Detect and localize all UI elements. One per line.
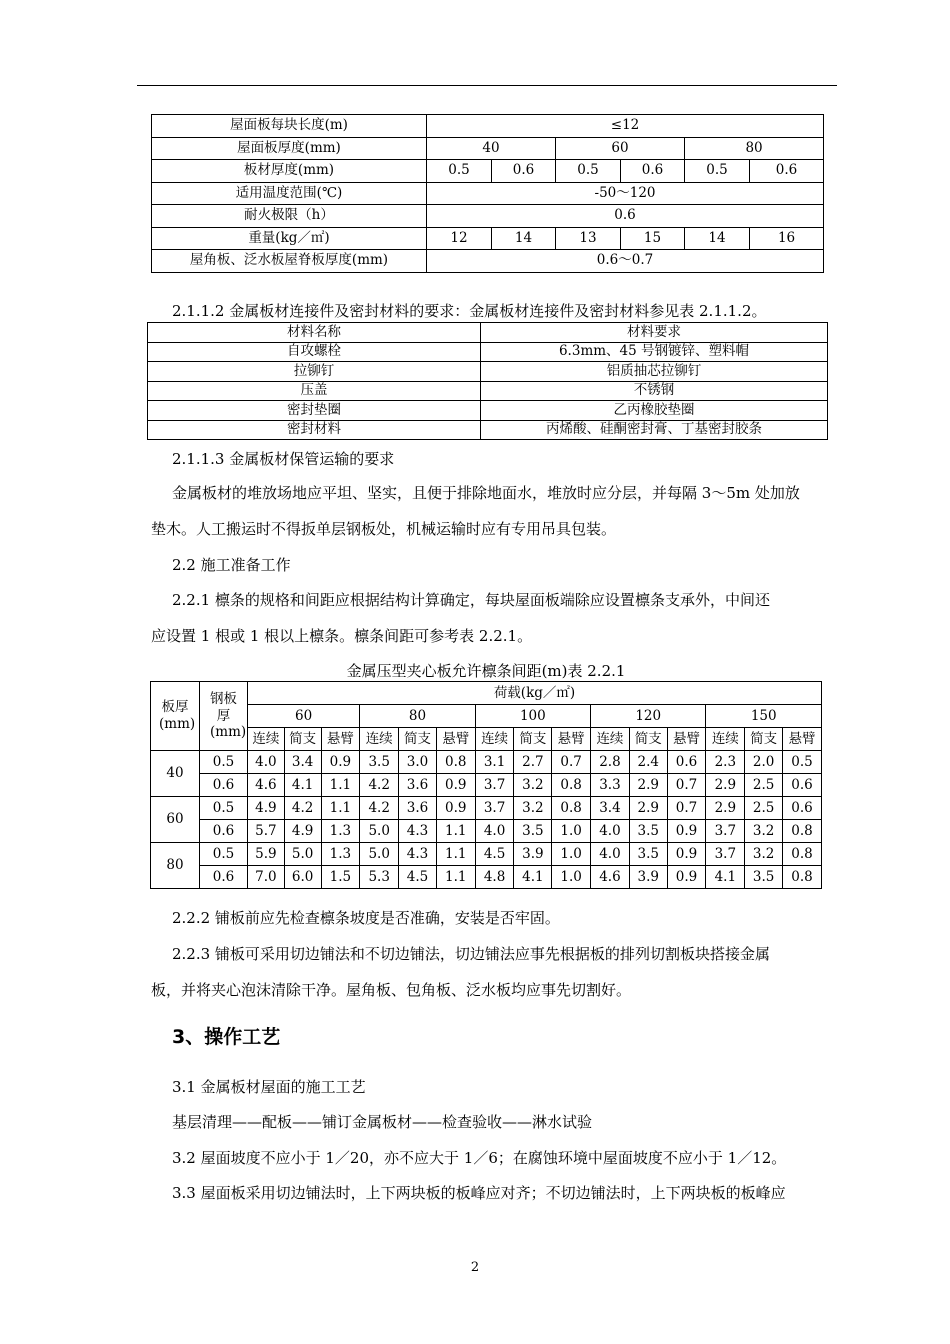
table-cell: 3.7	[706, 820, 745, 843]
table-cell: 铝质抽芯拉铆钉	[481, 362, 828, 382]
table-cell: 3.2	[745, 820, 783, 843]
table-cell: 4.3	[399, 843, 437, 866]
purlin-spacing-table	[150, 681, 822, 889]
table-cell: 3.9	[514, 843, 552, 866]
table-cell: 屋面板每块长度(m)	[152, 115, 427, 138]
table-cell: 5.0	[360, 820, 399, 843]
board-thickness-cell: 60	[151, 797, 200, 843]
table-cell: 4.5	[475, 843, 514, 866]
table-cell: 3.7	[475, 797, 514, 820]
support-type-header: 悬臂	[552, 728, 591, 751]
table-row	[152, 250, 824, 273]
table-row	[152, 205, 824, 228]
table-row	[148, 362, 828, 382]
table-row	[148, 420, 828, 440]
table-cell: 4.8	[475, 866, 514, 889]
table-cell: 4.6	[248, 774, 285, 797]
table-cell: 4.1	[284, 774, 321, 797]
header-rule	[137, 85, 837, 86]
table-cell: 压盖	[148, 381, 481, 401]
table-cell: 14	[685, 227, 750, 250]
table-cell: 3.9	[629, 866, 667, 889]
table-cell: 0.8	[436, 751, 475, 774]
table-cell: 2.9	[629, 797, 667, 820]
table-cell: 0.6	[200, 820, 248, 843]
table-row	[151, 843, 822, 866]
table-cell: 屋面板厚度(mm)	[152, 137, 427, 160]
support-type-header: 连续	[591, 728, 630, 751]
table-cell: 0.5	[200, 797, 248, 820]
table-cell: 1.1	[321, 774, 360, 797]
table-cell: 0.5	[556, 160, 621, 183]
load-value-header: 80	[360, 705, 475, 728]
table-cell: 0.6～0.7	[427, 250, 824, 273]
table-cell: 0.6	[783, 797, 822, 820]
table-header-row	[151, 682, 822, 705]
table-cell: 板材厚度(mm)	[152, 160, 427, 183]
table-cell: 4.0	[248, 751, 285, 774]
table-header-row	[148, 323, 828, 343]
support-type-header: 简支	[284, 728, 321, 751]
paragraph-221-line1: 2.2.1 檩条的规格和间距应根据结构计算确定，每块屋面板端除应设置檩条支承外，中间还	[172, 591, 770, 609]
table-cell: 4.1	[706, 866, 745, 889]
table-cell: 2.9	[706, 797, 745, 820]
table-row	[151, 866, 822, 889]
table-cell: 3.2	[514, 797, 552, 820]
table-cell: 4.0	[475, 820, 514, 843]
table-cell: 0.7	[667, 797, 706, 820]
support-type-header: 简支	[399, 728, 437, 751]
table-cell: 0.6	[621, 160, 685, 183]
board-thickness-header: 板厚(mm)	[151, 682, 200, 751]
table-cell: 3.2	[514, 774, 552, 797]
section-heading: 3、操作工艺	[172, 1026, 281, 1048]
table-cell: 7.0	[248, 866, 285, 889]
table-cell: 乙丙橡胶垫圈	[481, 401, 828, 421]
table-cell: 3.5	[629, 820, 667, 843]
table-cell: 0.8	[783, 843, 822, 866]
paragraph-32: 3.2 屋面坡度不应小于 1／20，亦不应大于 1／6；在腐蚀环境中屋面坡度不应小于 1／12。	[172, 1149, 787, 1167]
table-cell: 0.9	[436, 774, 475, 797]
table-cell: 3.5	[360, 751, 399, 774]
table-cell: 5.0	[284, 843, 321, 866]
table-cell: 4.1	[514, 866, 552, 889]
load-value-header: 120	[591, 705, 706, 728]
table-cell: 4.2	[360, 797, 399, 820]
table-cell: 0.6	[750, 160, 824, 183]
table-cell: 0.8	[783, 820, 822, 843]
table-cell: 0.6	[427, 205, 824, 228]
table-cell: 0.8	[552, 774, 591, 797]
table-cell: 2.7	[514, 751, 552, 774]
table-cell: 0.9	[321, 751, 360, 774]
table-row	[151, 751, 822, 774]
table-cell: 0.9	[667, 866, 706, 889]
paragraph-33: 3.3 屋面板采用切边铺法时，上下两块板的板峰应对齐；不切边铺法时，上下两块板的板峰应	[172, 1184, 786, 1202]
table-cell: 3.5	[745, 866, 783, 889]
page-number: 2	[470, 1260, 480, 1275]
table-cell: 自攻螺栓	[148, 342, 481, 362]
table-cell: 0.7	[552, 751, 591, 774]
table-cell: 2.4	[629, 751, 667, 774]
paragraph-223-line2: 板，并将夹心泡沫清除干净。屋角板、包角板、泛水板均应事先切割好。	[151, 981, 632, 999]
table-cell: 2.8	[591, 751, 630, 774]
load-value-header: 100	[475, 705, 590, 728]
table-cell: 13	[556, 227, 621, 250]
table-cell: 3.4	[284, 751, 321, 774]
table-cell: 0.8	[783, 866, 822, 889]
paragraph-22: 2.2 施工准备工作	[172, 556, 291, 574]
table-cell: 3.1	[475, 751, 514, 774]
table-row	[152, 227, 824, 250]
table-caption: 金属压型夹心板允许檩条间距(m)表 2.2.1	[346, 662, 626, 680]
table-cell: 0.6	[200, 774, 248, 797]
paragraph-process-flow: 基层清理——配板——铺订金属板材——检查验收——淋水试验	[172, 1113, 593, 1131]
support-type-header: 连续	[706, 728, 745, 751]
table-cell: 4.5	[399, 866, 437, 889]
support-type-header: 悬臂	[783, 728, 822, 751]
table-row	[152, 137, 824, 160]
table-cell: 1.0	[552, 866, 591, 889]
board-thickness-cell: 40	[151, 751, 200, 797]
table-row	[148, 381, 828, 401]
table-cell: 3.6	[399, 797, 437, 820]
table-cell: 3.4	[591, 797, 630, 820]
table-row	[151, 797, 822, 820]
support-type-header: 简支	[514, 728, 552, 751]
table-cell: 1.5	[321, 866, 360, 889]
table-cell: 4.0	[591, 820, 630, 843]
table-cell: 0.6	[783, 774, 822, 797]
table-cell: 4.6	[591, 866, 630, 889]
table-cell: 60	[556, 137, 685, 160]
load-value-header: 150	[706, 705, 822, 728]
support-type-header: 悬臂	[667, 728, 706, 751]
table-cell: 1.1	[436, 820, 475, 843]
support-type-header: 悬臂	[321, 728, 360, 751]
table-cell: 0.5	[783, 751, 822, 774]
table-cell: 2.5	[745, 797, 783, 820]
table-cell: 1.1	[436, 843, 475, 866]
paragraph-223-line1: 2.2.3 铺板可采用切边铺法和不切边铺法，切边铺法应事先根据板的排列切割板块搭接金属	[172, 945, 770, 963]
table-cell: 4.2	[360, 774, 399, 797]
table-row	[151, 820, 822, 843]
table-cell: 重量(kg／㎡)	[152, 227, 427, 250]
table-cell: 不锈钢	[481, 381, 828, 401]
connector-material-table	[147, 322, 828, 440]
table-cell: -50～120	[427, 182, 824, 205]
table-header-cell: 材料名称	[148, 323, 481, 343]
table-header-row	[151, 728, 822, 751]
paragraph-2112: 2.1.1.2 金属板材连接件及密封材料的要求：金属板材连接件及密封材料参见表 2.1.1.2。	[172, 302, 767, 320]
paragraph-31: 3.1 金属板材屋面的施工工艺	[172, 1078, 366, 1096]
table-cell: 1.0	[552, 843, 591, 866]
table-cell: 丙烯酸、硅酮密封膏、丁基密封胶条	[481, 420, 828, 440]
table-cell: 密封垫圈	[148, 401, 481, 421]
table-cell: 3.5	[629, 843, 667, 866]
table-cell: 0.5	[427, 160, 492, 183]
steel-thickness-header: 钢板厚(mm)	[200, 682, 248, 751]
paragraph-222: 2.2.2 铺板前应先检查檩条坡度是否准确，安装是否牢固。	[172, 909, 560, 927]
table-cell: 4.2	[284, 797, 321, 820]
table-row	[148, 401, 828, 421]
paragraph-storage-line2: 垫木。人工搬运时不得扳单层钢板处，机械运输时应有专用吊具包装。	[151, 520, 617, 538]
table-cell: 屋角板、泛水板屋脊板厚度(mm)	[152, 250, 427, 273]
table-cell: 40	[427, 137, 556, 160]
table-cell: 2.5	[745, 774, 783, 797]
table-cell: 5.3	[360, 866, 399, 889]
table-cell: 15	[621, 227, 685, 250]
table-cell: 4.0	[591, 843, 630, 866]
table-cell: 12	[427, 227, 492, 250]
table-cell: 0.6	[200, 866, 248, 889]
table-cell: 3.6	[399, 774, 437, 797]
board-thickness-cell: 80	[151, 843, 200, 889]
support-type-header: 悬臂	[436, 728, 475, 751]
table-cell: 1.3	[321, 820, 360, 843]
table-cell: 0.9	[667, 820, 706, 843]
table-header-cell: 材料要求	[481, 323, 828, 343]
table-row	[152, 160, 824, 183]
load-value-header: 60	[248, 705, 360, 728]
table-cell: 4.9	[284, 820, 321, 843]
table-row	[152, 182, 824, 205]
table-cell: 2.9	[706, 774, 745, 797]
table-header-row	[151, 705, 822, 728]
table-cell: 拉铆钉	[148, 362, 481, 382]
table-cell: 3.0	[399, 751, 437, 774]
table-cell: 5.0	[360, 843, 399, 866]
table-cell: 0.5	[200, 843, 248, 866]
support-type-header: 简支	[745, 728, 783, 751]
table-cell: 5.9	[248, 843, 285, 866]
table-cell: 0.6	[492, 160, 556, 183]
panel-spec-table	[151, 114, 824, 273]
table-cell: 6.3mm、45 号钢镀锌、塑料帽	[481, 342, 828, 362]
table-cell: 3.5	[514, 820, 552, 843]
load-header: 荷载(kg／㎡)	[248, 682, 822, 705]
table-cell: ≤12	[427, 115, 824, 138]
support-type-header: 简支	[629, 728, 667, 751]
table-cell: 0.6	[667, 751, 706, 774]
table-cell: 0.8	[552, 797, 591, 820]
table-cell: 0.9	[436, 797, 475, 820]
table-cell: 密封材料	[148, 420, 481, 440]
table-cell: 2.9	[629, 774, 667, 797]
table-cell: 2.0	[745, 751, 783, 774]
paragraph-storage-line1: 金属板材的堆放场地应平坦、坚实，且便于排除地面水，堆放时应分层，并每隔 3～5m 处加放	[172, 484, 800, 502]
table-row	[151, 774, 822, 797]
table-cell: 16	[750, 227, 824, 250]
support-type-header: 连续	[475, 728, 514, 751]
table-row	[148, 342, 828, 362]
table-cell: 2.3	[706, 751, 745, 774]
table-cell: 耐火极限（h）	[152, 205, 427, 228]
support-type-header: 连续	[248, 728, 285, 751]
table-cell: 适用温度范围(℃)	[152, 182, 427, 205]
table-cell: 14	[492, 227, 556, 250]
table-cell: 1.1	[436, 866, 475, 889]
table-cell: 5.7	[248, 820, 285, 843]
table-cell: 0.5	[685, 160, 750, 183]
table-cell: 3.2	[745, 843, 783, 866]
support-type-header: 连续	[360, 728, 399, 751]
paragraph-221-line2: 应设置 1 根或 1 根以上檩条。檩条间距可参考表 2.2.1。	[151, 627, 533, 645]
table-cell: 0.9	[667, 843, 706, 866]
table-cell: 1.3	[321, 843, 360, 866]
table-cell: 4.9	[248, 797, 285, 820]
table-cell: 3.7	[706, 843, 745, 866]
table-cell: 1.1	[321, 797, 360, 820]
table-cell: 0.7	[667, 774, 706, 797]
table-cell: 4.3	[399, 820, 437, 843]
table-cell: 3.3	[591, 774, 630, 797]
table-cell: 1.0	[552, 820, 591, 843]
table-cell: 0.5	[200, 751, 248, 774]
table-cell: 6.0	[284, 866, 321, 889]
paragraph-2113: 2.1.1.3 金属板材保管运输的要求	[172, 450, 395, 468]
table-cell: 3.7	[475, 774, 514, 797]
table-row	[152, 115, 824, 138]
table-cell: 80	[685, 137, 824, 160]
